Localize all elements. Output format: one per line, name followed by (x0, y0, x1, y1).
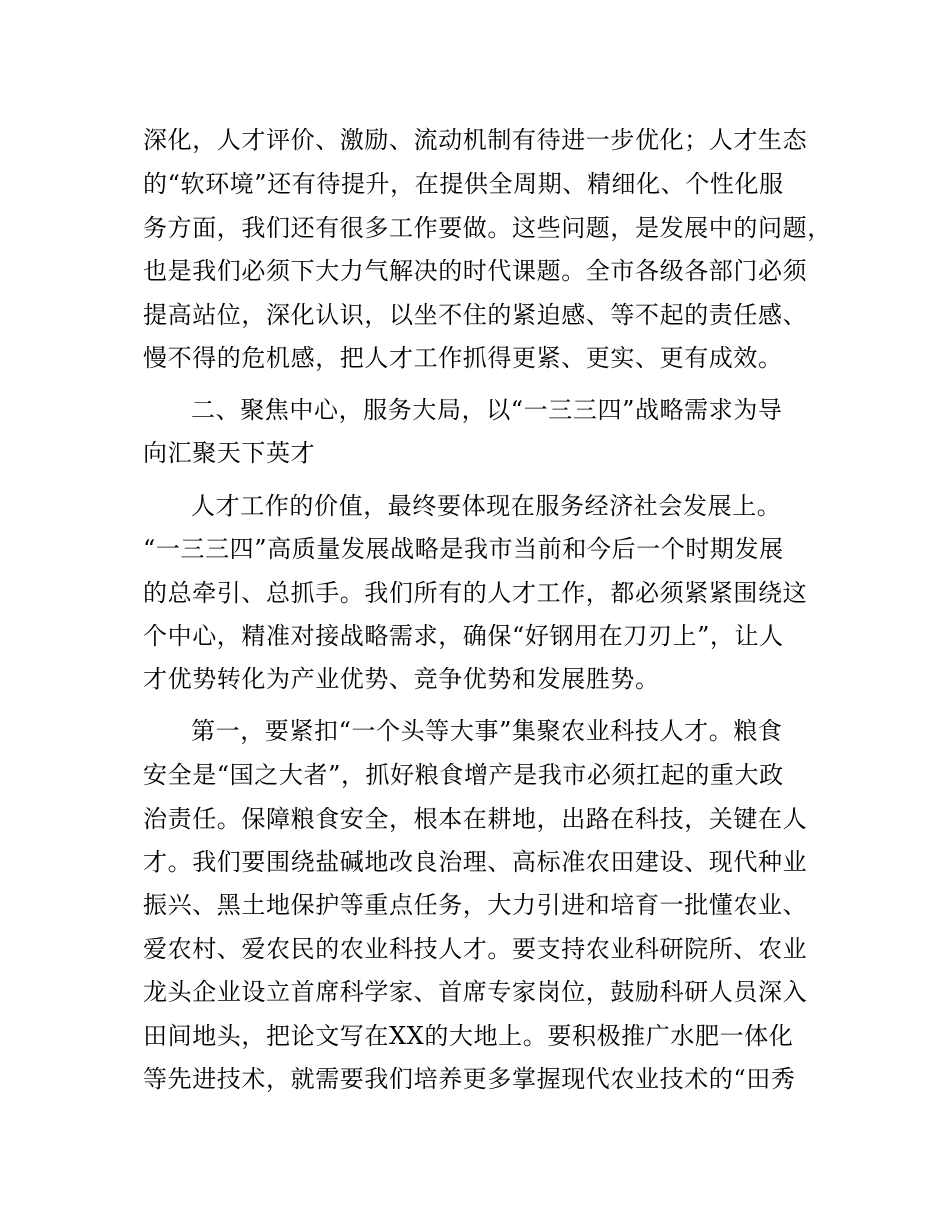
text-line: 龙头企业设立首席科学家、首席专家岗位，鼓励科研人员深入 (143, 978, 808, 1006)
section-heading: 二、聚焦中心，服务大局，以“一三三四”战略需求为导 (191, 396, 783, 424)
text-line: 的总牵引、总抓手。我们所有的人才工作，都必须紧紧围绕这 (143, 579, 808, 607)
text-line: 爱农村、爱农民的农业科技人才。要支持农业科研院所、农业 (143, 935, 808, 963)
text-line: 个中心，精准对接战略需求，确保“好钢用在刀刃上”，让人 (143, 622, 784, 650)
text-line: 才。我们要围绕盐碱地改良治理、高标准农田建设、现代种业 (143, 848, 808, 876)
text-line: 治责任。保障粮食安全，根本在耕地，出路在科技，关键在人 (143, 805, 808, 833)
text-line: 深化，人才评价、激励、流动机制有待进一步优化；人才生态 (143, 126, 808, 154)
text-line: 提高站位，深化认识，以坐不住的紧迫感、等不起的责任感、 (143, 301, 808, 329)
text-line: 的“软环境”还有待提升，在提供全周期、精细化、个性化服 (143, 170, 784, 198)
text-line: 田间地头，把论文写在XX的大地上。要积极推广水肥一体化 (143, 1022, 794, 1050)
text-line: 也是我们必须下大力气解决的时代课题。全市各级各部门必须 (143, 257, 808, 285)
text-line: 安全是“国之大者”，抓好粮食增产是我市必须扛起的重大政 (143, 761, 784, 789)
text-line: 第一，要紧扣“一个头等大事”集聚农业科技人才。粮食 (191, 717, 783, 745)
text-line: “一三三四”高质量发展战略是我市当前和今后一个时期发展 (143, 535, 784, 563)
text-line: 才优势转化为产业优势、竞争优势和发展胜势。 (143, 665, 660, 693)
text-line: 振兴、黑土地保护等重点任务，大力引进和培育一批懂农业、 (143, 891, 808, 919)
text-line: 等先进技术，就需要我们培养更多掌握现代农业技术的“田秀 (143, 1065, 796, 1093)
text-line: 慢不得的危机感，把人才工作抓得更紧、更实、更有成效。 (143, 344, 783, 372)
section-heading: 向汇聚天下英才 (143, 439, 316, 467)
text-line: 人才工作的价值，最终要体现在服务经济社会发展上。 (191, 492, 782, 520)
text-line: 务方面，我们还有很多工作要做。这些问题，是发展中的问题， (143, 214, 832, 242)
